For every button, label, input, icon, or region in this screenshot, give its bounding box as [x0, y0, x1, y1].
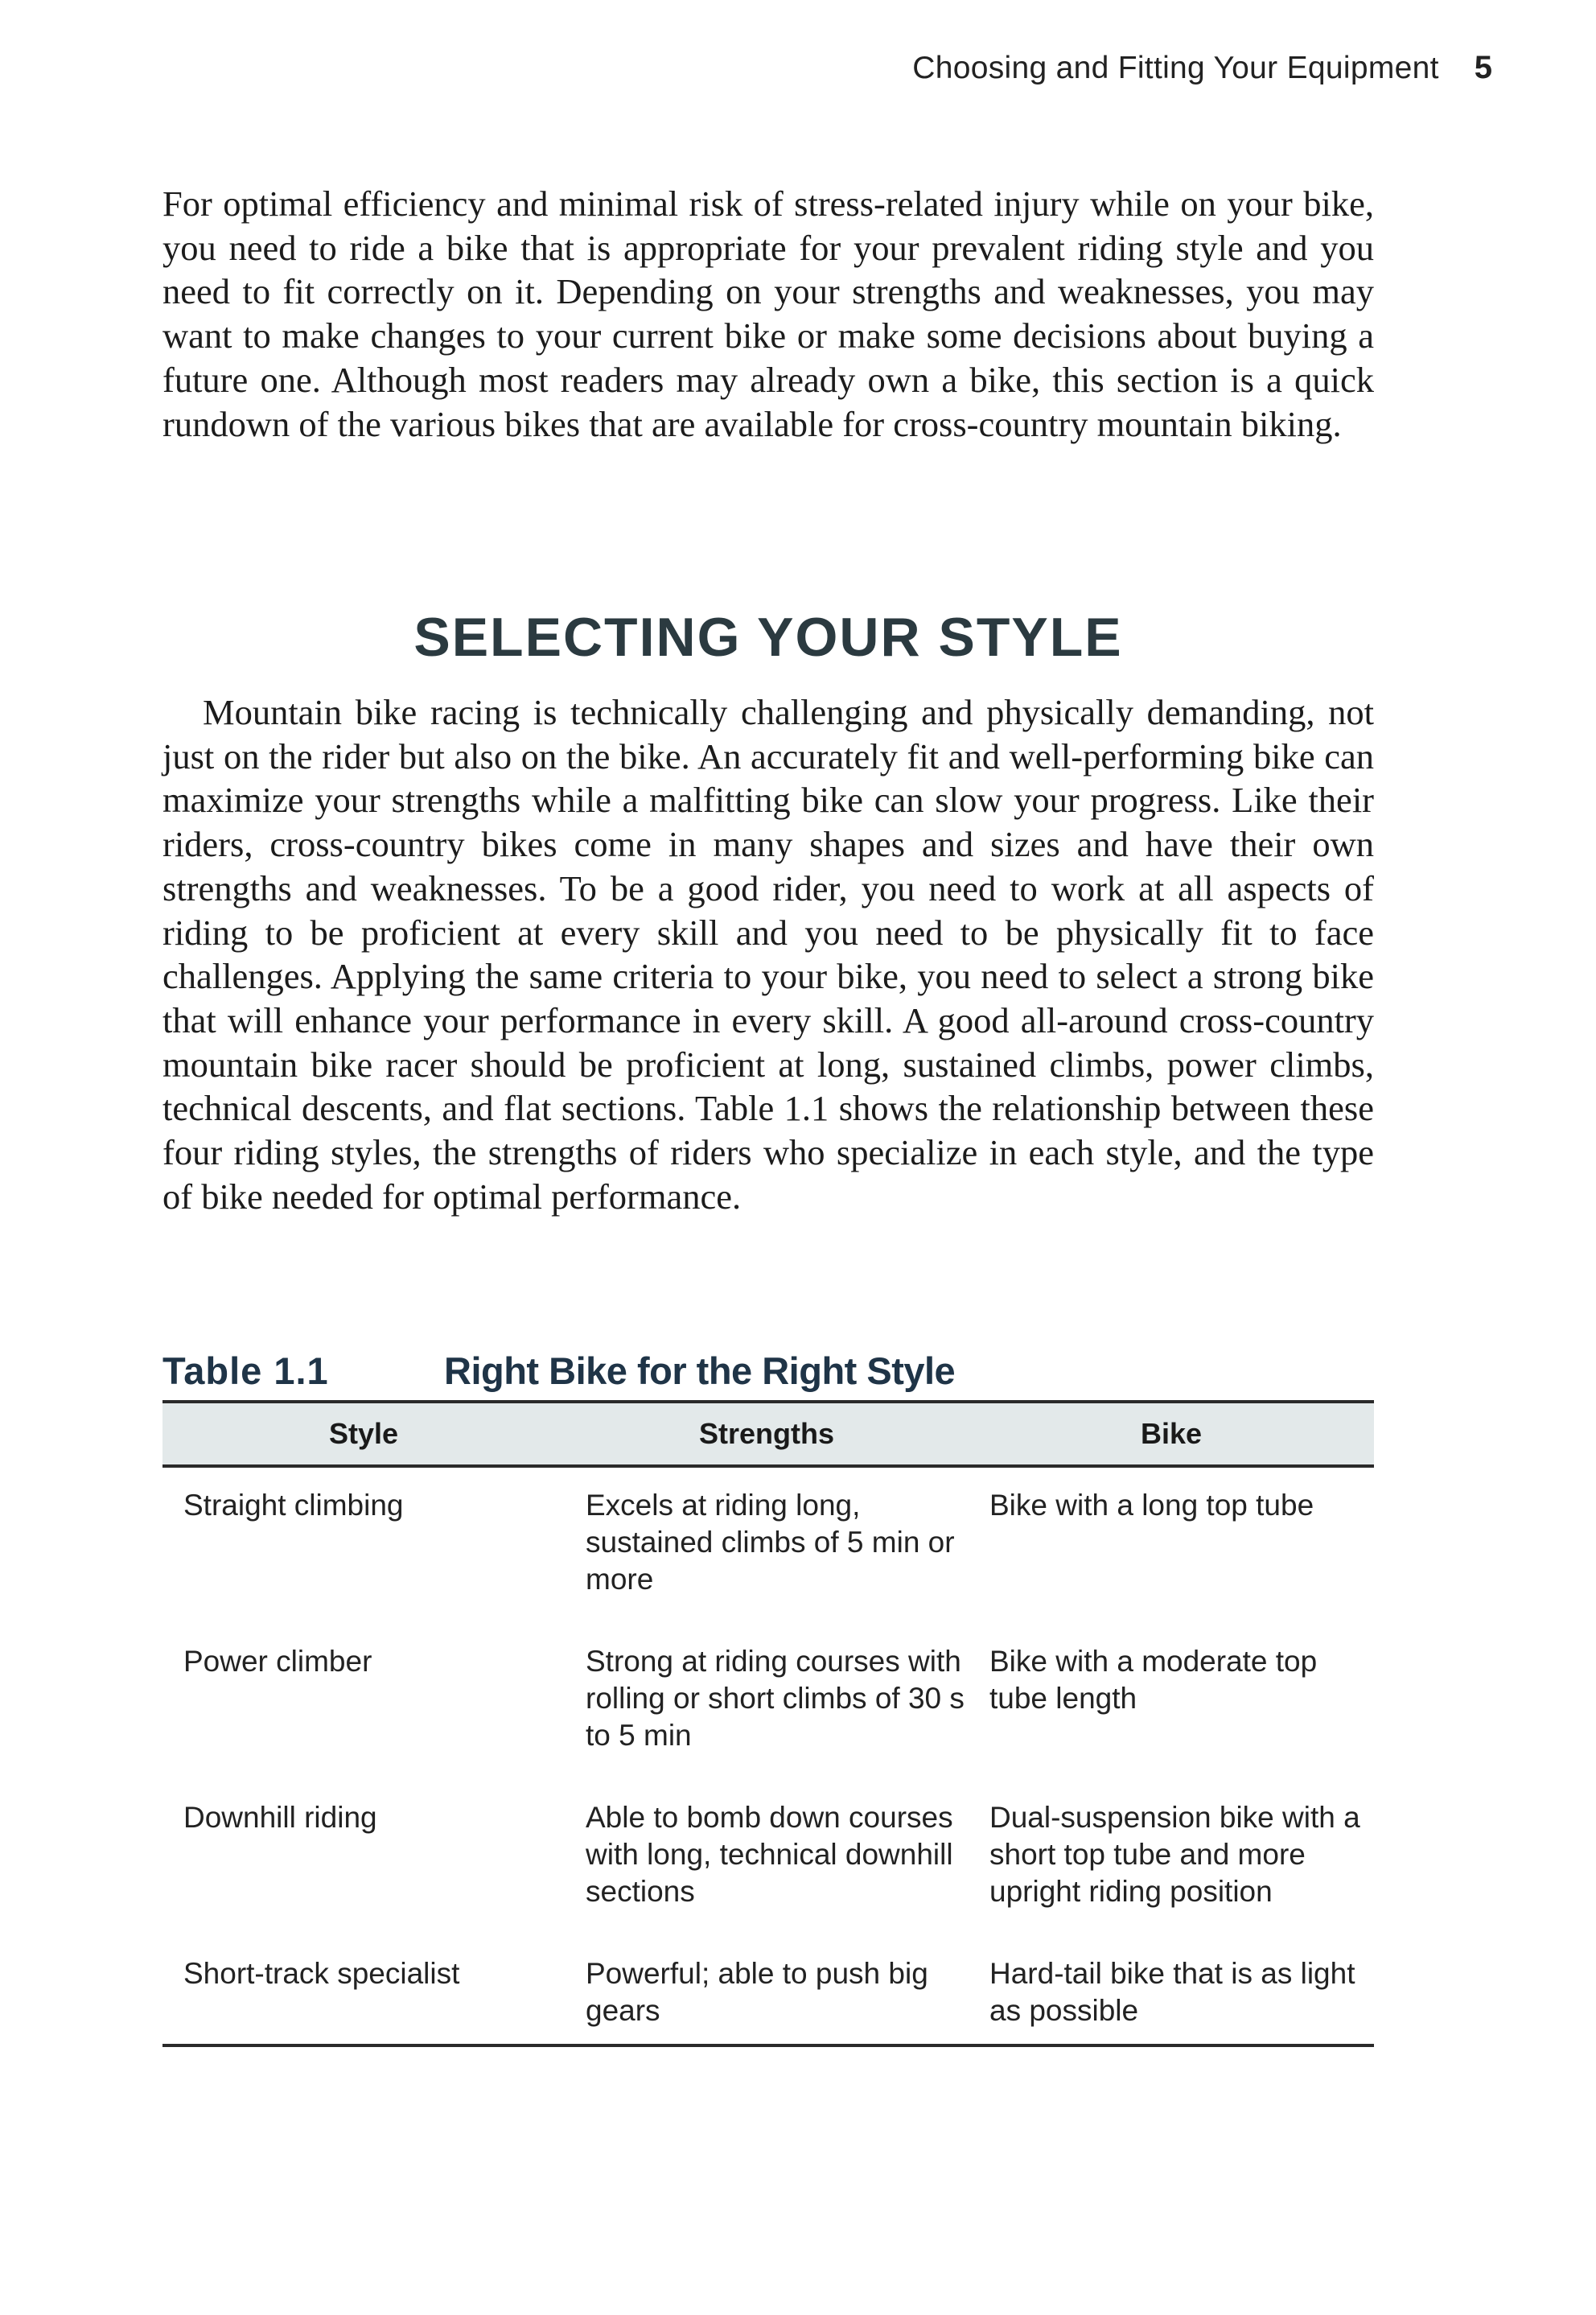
- column-header-style: Style: [162, 1402, 565, 1466]
- section-heading: SELECTING YOUR STYLE: [413, 607, 1123, 668]
- section-paragraph: Mountain bike racing is technically challenging and physically demanding, not just on the rider but also on the bike. An accurately fit and well-performing bike can maximize your strengths while a malfitting bike can slow your progress. Like their riders, cross-country bikes come in many shapes and sizes and have their own strengths and weaknesses. To be a good rider, you need to work at all aspects of riding to be proficient at every skill and you need to be physically fit to face challenges. Applying the same criteria to your bike, you need to select a strong bike that will enhance your performance in every skill. A good all-around cross-country mountain bike racer should be proficient at long, sustained climbs, power climbs, technical descents, and flat sections. Table 1.1 shows the relationship between these four riding styles, the strengths of riders who specialize in each style, and the type of bike needed for optimal performance.: [162, 692, 1374, 1217]
- cell-style: Short-track specialist: [162, 1938, 565, 2045]
- table-header: [162, 1402, 1374, 1466]
- intro-paragraph: For optimal efficiency and minimal risk of stress-related injury while on your bike, you need to ride a bike that is appropriate for your prevalent riding style and you need to fit correctly on it. Depending on your strengths and weaknesses, you may want to make changes to your current bike or make some decisions about buying a future one. Although most readers may already own a bike, this section is a quick rundown of the various bikes that are available for cross-country mountain biking.: [162, 183, 1374, 444]
- cell-strengths: Excels at riding long, sustained climbs of 5 min or more: [586, 1489, 955, 1596]
- table-row: [162, 1782, 1374, 1938]
- table: [162, 1400, 1374, 2047]
- column-header-strengths: Strengths: [565, 1402, 969, 1466]
- cell-bike: Hard-tail bike that is as light as possible: [969, 1938, 1374, 2045]
- running-header: [788, 50, 1492, 86]
- table-row: [162, 1625, 1374, 1782]
- cell-bike: Bike with a long top tube: [989, 1489, 1314, 1522]
- table-number: Table 1.1: [162, 1349, 329, 1392]
- cell-bike: Bike with a moderate top tube length: [989, 1645, 1318, 1715]
- running-header-title: Choosing and Fitting Your Equipment: [912, 51, 1439, 85]
- bike-style-table: [162, 1400, 1374, 2047]
- table-caption: [162, 1347, 955, 1395]
- table-body: [162, 1466, 1374, 2045]
- cell-style: Straight climbing: [183, 1489, 404, 1522]
- table-row: [162, 1466, 1374, 1625]
- cell-style: Power climber: [183, 1645, 372, 1678]
- table-title: Right Bike for the Right Style: [444, 1349, 956, 1392]
- cell-strengths: Powerful; able to push big gears: [565, 1938, 969, 2045]
- cell-strengths: Strong at riding courses with rolling or short climbs of 30 s to 5 min: [586, 1645, 965, 1752]
- cell-style: Downhill riding: [183, 1801, 377, 1834]
- cell-bike: Dual-suspension bike with a short top tube and more upright riding position: [989, 1801, 1360, 1908]
- column-header-bike: Bike: [969, 1402, 1374, 1466]
- table-header-row: [162, 1402, 1374, 1466]
- cell-strengths: Able to bomb down courses with long, technical downhill sections: [586, 1801, 953, 1908]
- page-number: 5: [1474, 50, 1492, 85]
- table-row: [162, 1938, 1374, 2045]
